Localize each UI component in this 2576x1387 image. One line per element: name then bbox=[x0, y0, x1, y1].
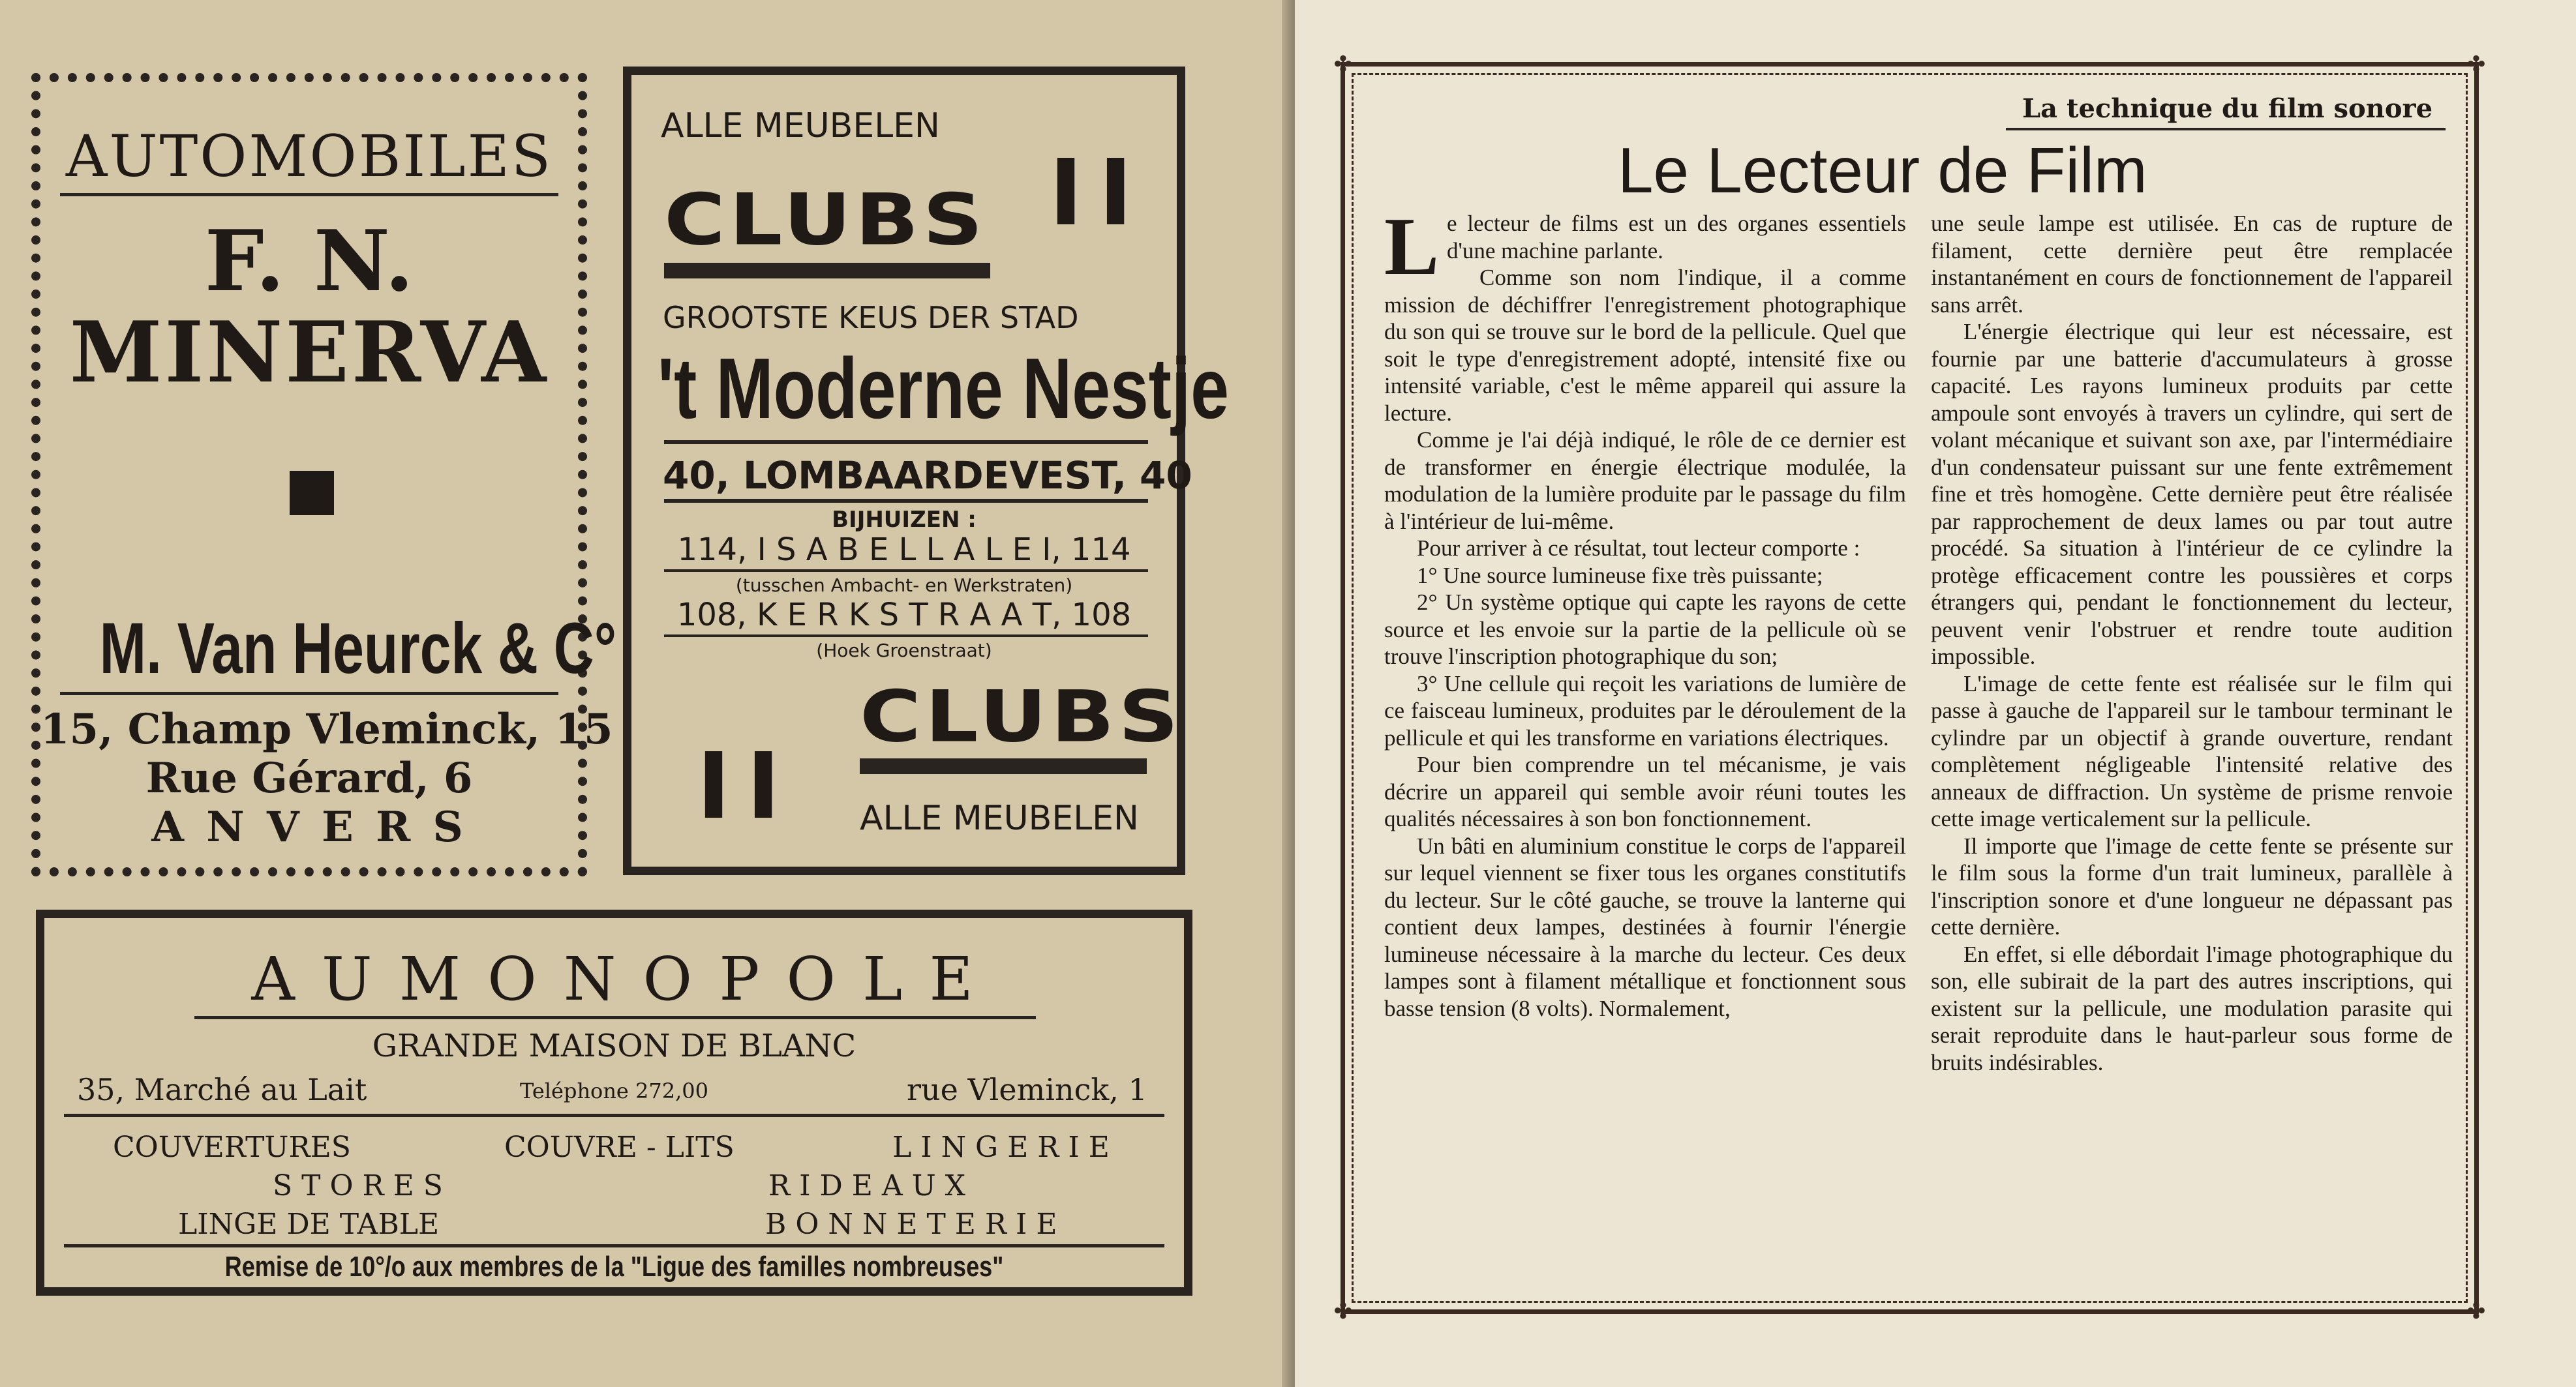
ad-monopole-item: LINGE DE TABLE bbox=[178, 1208, 440, 1241]
ad-monopole-item: L I N G E R I E bbox=[892, 1131, 1110, 1164]
article-column-1 bbox=[1384, 210, 1906, 1292]
ad-clubs-branch1-note: (tusschen Ambacht- en Werkstraten) bbox=[735, 574, 1073, 596]
ad-monopole-telephone: Teléphone 272,00 bbox=[519, 1079, 708, 1103]
paragraph: Un bâti en aluminium constitue le corps de l'appareil sur lequel viennent se fixer tous les organes constitutifs du lecteur. Sur le côté gauche, se trouve la lanterne qui contient deux lampes, destinées à fournir l'énergie lumineuse nécessaire à la marche du lecteur. Ces deux lampes sont à filament métallique et fonctionnent sous basse tension (8 volts). Normalement, bbox=[1384, 833, 1906, 1021]
divider bbox=[60, 193, 558, 196]
ad-clubs-bottom-label: ALLE MEUBELEN bbox=[860, 799, 1139, 838]
paragraph: L'image de cette fente est réalisée sur le film qui passe à gauche de l'appareil sur le tambour terminant le cylindre par un objectif à grande ouverture, rendant complètement négligeable l'intensité relative des anneaux de diffraction. Un système de prisme renvoie cette image verticalement sur la pellicule. bbox=[1931, 670, 2453, 831]
paragraph: e lecteur de films est un des organes essentiels d'une machine parlante. bbox=[1447, 211, 1906, 263]
brand-underline bbox=[664, 263, 990, 278]
paragraph: Comme son nom l'indique, il a comme mission de déchiffrer l'enregistrement photographique du son qui se trouve sur le bord de la pellicule. Quel que soit le type d'enregistrement adopté, intensité fixe ou intensité variable, c'est le même appareil qui assure la lecture. bbox=[1384, 265, 1906, 426]
ad-clubs-branches-label: BIJHUIZEN : bbox=[832, 507, 977, 533]
ad-monopole-item: B O N N E T E R I E bbox=[765, 1208, 1057, 1241]
divider bbox=[194, 1016, 1036, 1019]
paragraph: Pour arriver à ce résultat, tout lecteur comporte : bbox=[1417, 535, 1860, 561]
ad-clubs-branch1: 114, I S A B E L L A L E I, 114 bbox=[677, 531, 1131, 568]
ad-clubs-brand-bottom: CLUBS bbox=[860, 676, 1183, 758]
ad-monopole-item: R I D E A U X bbox=[768, 1169, 966, 1202]
ad-monopole-address-right: rue Vleminck, 1 bbox=[907, 1072, 1147, 1107]
ad-monopole-subtitle: GRANDE MAISON DE BLANC bbox=[372, 1028, 856, 1064]
ad-monopole-item: S T O R E S bbox=[273, 1169, 443, 1202]
divider bbox=[664, 499, 1148, 503]
ad-clubs-mark-top: II bbox=[1049, 140, 1149, 246]
ad-automobiles-address1: 15, Champ Vleminck, 15 bbox=[40, 705, 613, 754]
ad-clubs-mark-bottom: II bbox=[697, 734, 796, 840]
section-header: La technique du film sonore bbox=[2022, 93, 2433, 124]
ad-clubs-address: 40, LOMBAARDEVEST, 40 bbox=[663, 453, 1192, 498]
article-title: Le Lecteur de Film bbox=[1618, 134, 2147, 206]
paragraph: Pour bien comprendre un tel mécanisme, je vais décrire un appareil qui semble avoir réuni toutes les qualités nécessaires à son bon fonctionnement. bbox=[1384, 752, 1906, 831]
ad-monopole-address-left: 35, Marché au Lait bbox=[77, 1072, 367, 1107]
ad-automobiles-city: A N V E R S bbox=[151, 803, 467, 852]
divider bbox=[664, 440, 1148, 444]
divider bbox=[664, 569, 1148, 572]
square-bullet-icon bbox=[290, 471, 334, 515]
divider bbox=[64, 1244, 1164, 1247]
ad-automobiles-company: M. Van Heurck & C° bbox=[99, 608, 617, 689]
ad-monopole-title: A U M O N O P O L E bbox=[251, 944, 977, 1014]
paragraph: 2° Un système optique qui capte les rayons de cette source et les envoie sur la partie de la pellicule où se trouve l'inscription photographique du son; bbox=[1384, 589, 1906, 669]
corner-ornament-icon: ✤ bbox=[2466, 1298, 2486, 1324]
ad-clubs-tagline: GROOTSTE KEUS DER STAD bbox=[663, 300, 1079, 335]
ad-automobiles-line1: AUTOMOBILES bbox=[65, 123, 553, 190]
ad-monopole-item: COUVERTURES bbox=[113, 1131, 351, 1164]
ad-monopole-footer: Remise de 10°/o aux membres de la "Ligue des familles nombreuses" bbox=[224, 1251, 1004, 1283]
paragraph: L'énergie électrique qui leur est nécessaire, est fournie par une batterie d'accumulateurs à grosse capacité. Les rayons lumineux produits par cette ampoule sont envoyés à travers un cylindre, qui sert de volant mécanique et suivant son axe, par l'intermédiaire d'un condensateur puissant sur une fente extrêmement fine et très homogène. Cette dernière peut être réalisée par rapprochement de deux lames ou par tout autre procédé. Sa situation à l'intérieur de ce cylindre la protège efficacement contre les poussières et corps étrangers qui, pendant le fonctionnement du lecteur, peuvent venir l'obstruer et rendre toute audition impossible. bbox=[1931, 319, 2453, 669]
divider bbox=[64, 1114, 1164, 1117]
corner-ornament-icon: ✤ bbox=[1333, 52, 1353, 78]
divider bbox=[664, 634, 1148, 637]
paragraph: Il importe que l'image de cette fente se présente sur le film sous la forme d'un trait lumineux, parallèle à l'inscription sonore et d'une longueur ne dépassant pas cette dernière. bbox=[1931, 833, 2453, 940]
paragraph: 1° Une source lumineuse fixe très puissante; bbox=[1417, 562, 1823, 588]
section-underline bbox=[2006, 128, 2446, 130]
ad-clubs-shop-name: 't Moderne Nestje bbox=[658, 340, 1229, 436]
ad-automobiles bbox=[31, 73, 617, 876]
ad-clubs-branch2: 108, K E R K S T R A A T, 108 bbox=[676, 597, 1132, 633]
ad-clubs-branch2-note: (Hoek Groenstraat) bbox=[816, 640, 992, 661]
ad-automobiles-line3: MINERVA bbox=[69, 304, 549, 402]
divider bbox=[60, 692, 558, 695]
ad-automobiles-line2: F. N. bbox=[204, 213, 414, 310]
paragraph: une seule lampe est utilisée. En cas de rupture de filament, cette dernière peut être remplacée instantanément en cours de fonctionnement de l'appareil sans arrêt. bbox=[1931, 211, 2453, 318]
ad-clubs-top-label: ALLE MEUBELEN bbox=[661, 106, 940, 145]
ad-monopole-item: COUVRE - LITS bbox=[504, 1131, 735, 1164]
corner-ornament-icon: ✤ bbox=[1333, 1298, 1353, 1324]
ad-automobiles-address2: Rue Gérard, 6 bbox=[145, 754, 473, 803]
brand-underline bbox=[860, 758, 1147, 774]
ad-clubs-brand-top: CLUBS bbox=[664, 179, 987, 261]
article-column-2 bbox=[1931, 210, 2453, 1292]
drop-cap: L bbox=[1384, 210, 1440, 292]
paragraph: En effet, si elle débordait l'image photographique du son, elle subirait de la part des autres inscriptions, qui existent sur la pellicule, une modulation parasite qui serait reproduite dans le haut-parleur sous forme de bruits indésirables. bbox=[1931, 941, 2453, 1075]
paragraph: 3° Une cellule qui reçoit les variations de lumière de ce faisceau lumineux, produites par le déroulement de la pellicule et qui les transforme en variations électriques. bbox=[1384, 670, 1906, 751]
ad-monopole bbox=[36, 910, 1192, 1296]
ad-clubs bbox=[623, 67, 1229, 875]
paragraph: Comme je l'ai déjà indiqué, le rôle de ce dernier est de transformer en énergie électrique modulée, la modulation de la lumière produite par le passage du film à l'intérieur de lui-même. bbox=[1384, 427, 1906, 534]
corner-ornament-icon: ✤ bbox=[2466, 52, 2486, 78]
